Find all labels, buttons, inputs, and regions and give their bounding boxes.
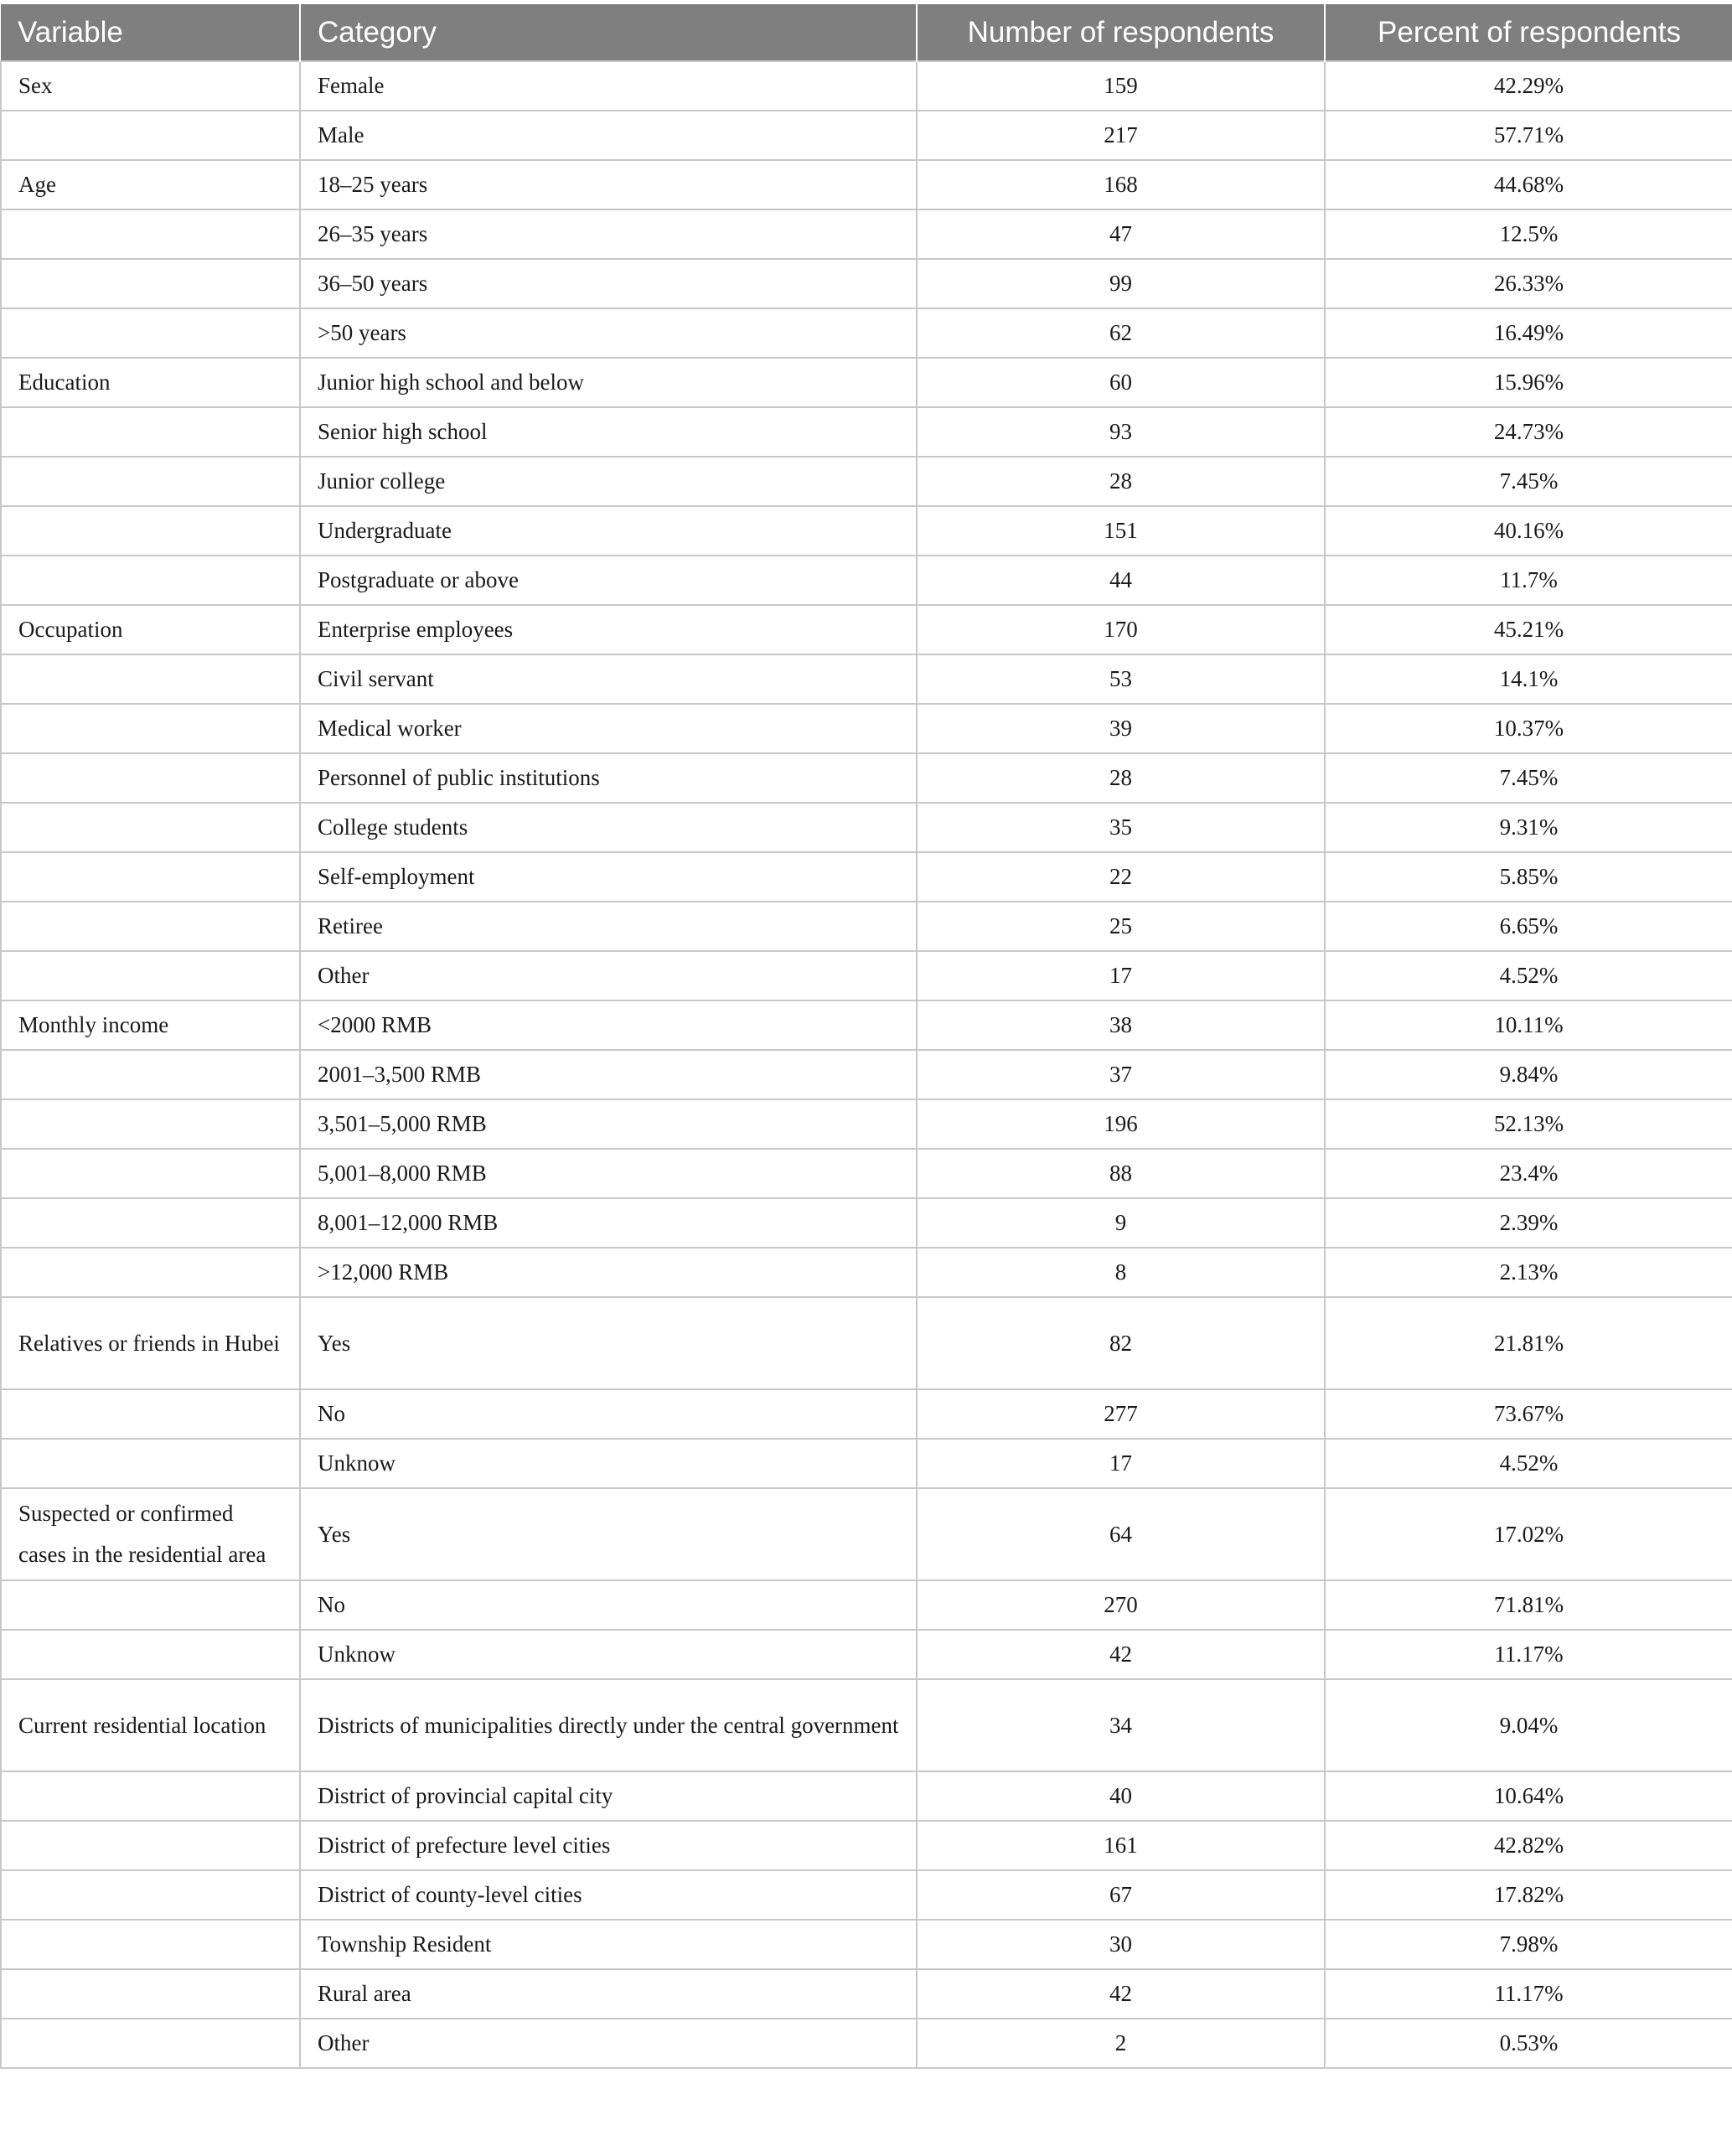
percent-of-respondents-cell: 17.02% xyxy=(1325,1488,1732,1580)
variable-cell xyxy=(1,654,300,704)
table-row xyxy=(1,803,1732,852)
variable-cell xyxy=(1,1099,300,1149)
table-row xyxy=(1,1439,1732,1488)
percent-of-respondents-cell: 11.17% xyxy=(1325,1969,1732,2019)
table-row xyxy=(1,308,1732,358)
percent-of-respondents-cell: 9.31% xyxy=(1325,803,1732,852)
percent-of-respondents-cell: 42.82% xyxy=(1325,1821,1732,1870)
category-cell: District of county-level cities xyxy=(300,1870,917,1920)
variable-cell xyxy=(1,1580,300,1630)
variable-cell: Monthly income xyxy=(1,1000,300,1050)
percent-of-respondents-cell: 52.13% xyxy=(1325,1099,1732,1149)
variable-cell xyxy=(1,704,300,753)
category-cell: District of prefecture level cities xyxy=(300,1821,917,1870)
table-row xyxy=(1,1198,1732,1248)
category-cell: Other xyxy=(300,2019,917,2068)
number-of-respondents-cell: 28 xyxy=(917,457,1325,506)
variable-cell xyxy=(1,753,300,803)
number-of-respondents-cell: 8 xyxy=(917,1248,1325,1297)
variable-cell xyxy=(1,1149,300,1198)
table-row xyxy=(1,407,1732,457)
category-cell: Female xyxy=(300,61,917,111)
number-of-respondents-cell: 217 xyxy=(917,111,1325,160)
number-of-respondents-cell: 93 xyxy=(917,407,1325,457)
variable-cell: Suspected or confirmed cases in the residential area xyxy=(1,1488,300,1580)
variable-cell xyxy=(1,308,300,358)
percent-of-respondents-cell: 15.96% xyxy=(1325,358,1732,407)
table-row xyxy=(1,1630,1732,1679)
variable-cell: Occupation xyxy=(1,605,300,654)
table-row xyxy=(1,1488,1732,1580)
category-cell: Township Resident xyxy=(300,1920,917,1969)
number-of-respondents-cell: 39 xyxy=(917,704,1325,753)
percent-of-respondents-cell: 7.45% xyxy=(1325,457,1732,506)
percent-of-respondents-cell: 7.45% xyxy=(1325,753,1732,803)
category-cell: 18–25 years xyxy=(300,160,917,209)
number-of-respondents-cell: 99 xyxy=(917,259,1325,308)
variable-cell: Age xyxy=(1,160,300,209)
variable-cell xyxy=(1,1969,300,2019)
table-row xyxy=(1,1580,1732,1630)
number-of-respondents-cell: 40 xyxy=(917,1771,1325,1821)
category-cell: 2001–3,500 RMB xyxy=(300,1050,917,1099)
variable-cell: Current residential location xyxy=(1,1679,300,1771)
number-of-respondents-cell: 17 xyxy=(917,951,1325,1000)
percent-of-respondents-cell: 6.65% xyxy=(1325,902,1732,951)
number-of-respondents-cell: 25 xyxy=(917,902,1325,951)
table-row xyxy=(1,61,1732,111)
category-cell: District of provincial capital city xyxy=(300,1771,917,1821)
category-cell: 36–50 years xyxy=(300,259,917,308)
percent-of-respondents-cell: 14.1% xyxy=(1325,654,1732,704)
variable-cell xyxy=(1,1771,300,1821)
category-cell: Districts of municipalities directly under the central government xyxy=(300,1679,917,1771)
category-cell: Personnel of public institutions xyxy=(300,753,917,803)
category-cell: Yes xyxy=(300,1488,917,1580)
number-of-respondents-cell: 44 xyxy=(917,556,1325,605)
percent-of-respondents-cell: 73.67% xyxy=(1325,1389,1732,1439)
variable-cell xyxy=(1,259,300,308)
variable-cell xyxy=(1,803,300,852)
percent-of-respondents-cell: 9.84% xyxy=(1325,1050,1732,1099)
table-row xyxy=(1,1920,1732,1969)
table-row xyxy=(1,259,1732,308)
table-row xyxy=(1,1771,1732,1821)
percent-of-respondents-cell: 21.81% xyxy=(1325,1297,1732,1389)
percent-of-respondents-cell: 12.5% xyxy=(1325,209,1732,259)
respondents-table-container xyxy=(0,4,1732,2069)
number-of-respondents-cell: 270 xyxy=(917,1580,1325,1630)
header-number-of-respondents: Number of respondents xyxy=(917,4,1325,61)
category-cell: Enterprise employees xyxy=(300,605,917,654)
table-row xyxy=(1,704,1732,753)
table-row xyxy=(1,1389,1732,1439)
table-row xyxy=(1,902,1732,951)
number-of-respondents-cell: 34 xyxy=(917,1679,1325,1771)
table-row xyxy=(1,1821,1732,1870)
table-row xyxy=(1,160,1732,209)
category-cell: Junior high school and below xyxy=(300,358,917,407)
table-row xyxy=(1,506,1732,556)
number-of-respondents-cell: 38 xyxy=(917,1000,1325,1050)
variable-cell xyxy=(1,209,300,259)
percent-of-respondents-cell: 11.17% xyxy=(1325,1630,1732,1679)
table-header xyxy=(1,4,1732,61)
number-of-respondents-cell: 30 xyxy=(917,1920,1325,1969)
category-cell: Postgraduate or above xyxy=(300,556,917,605)
table-row xyxy=(1,556,1732,605)
number-of-respondents-cell: 67 xyxy=(917,1870,1325,1920)
percent-of-respondents-cell: 5.85% xyxy=(1325,852,1732,902)
percent-of-respondents-cell: 10.64% xyxy=(1325,1771,1732,1821)
number-of-respondents-cell: 82 xyxy=(917,1297,1325,1389)
percent-of-respondents-cell: 57.71% xyxy=(1325,111,1732,160)
variable-cell xyxy=(1,1389,300,1439)
variable-cell xyxy=(1,1050,300,1099)
percent-of-respondents-cell: 71.81% xyxy=(1325,1580,1732,1630)
category-cell: Other xyxy=(300,951,917,1000)
table-row xyxy=(1,457,1732,506)
percent-of-respondents-cell: 4.52% xyxy=(1325,1439,1732,1488)
category-cell: Unknow xyxy=(300,1630,917,1679)
number-of-respondents-cell: 22 xyxy=(917,852,1325,902)
number-of-respondents-cell: 161 xyxy=(917,1821,1325,1870)
category-cell: >12,000 RMB xyxy=(300,1248,917,1297)
number-of-respondents-cell: 9 xyxy=(917,1198,1325,1248)
category-cell: Male xyxy=(300,111,917,160)
variable-cell xyxy=(1,1870,300,1920)
table-row xyxy=(1,1297,1732,1389)
percent-of-respondents-cell: 45.21% xyxy=(1325,605,1732,654)
category-cell: Civil servant xyxy=(300,654,917,704)
table-row xyxy=(1,209,1732,259)
category-cell: Retiree xyxy=(300,902,917,951)
category-cell: No xyxy=(300,1580,917,1630)
category-cell: <2000 RMB xyxy=(300,1000,917,1050)
table-row xyxy=(1,1679,1732,1771)
number-of-respondents-cell: 53 xyxy=(917,654,1325,704)
table-row xyxy=(1,1248,1732,1297)
header-row xyxy=(1,4,1732,61)
variable-cell xyxy=(1,1248,300,1297)
variable-cell xyxy=(1,506,300,556)
category-cell: Junior college xyxy=(300,457,917,506)
table-row xyxy=(1,358,1732,407)
category-cell: Self-employment xyxy=(300,852,917,902)
percent-of-respondents-cell: 26.33% xyxy=(1325,259,1732,308)
category-cell: Yes xyxy=(300,1297,917,1389)
variable-cell: Sex xyxy=(1,61,300,111)
percent-of-respondents-cell: 2.13% xyxy=(1325,1248,1732,1297)
category-cell: No xyxy=(300,1389,917,1439)
category-cell: Medical worker xyxy=(300,704,917,753)
table-row xyxy=(1,1000,1732,1050)
variable-cell xyxy=(1,407,300,457)
variable-cell: Education xyxy=(1,358,300,407)
variable-cell xyxy=(1,1198,300,1248)
variable-cell xyxy=(1,457,300,506)
percent-of-respondents-cell: 7.98% xyxy=(1325,1920,1732,1969)
table-row xyxy=(1,1149,1732,1198)
number-of-respondents-cell: 47 xyxy=(917,209,1325,259)
table-body xyxy=(1,61,1732,2068)
variable-cell xyxy=(1,2019,300,2068)
number-of-respondents-cell: 17 xyxy=(917,1439,1325,1488)
percent-of-respondents-cell: 44.68% xyxy=(1325,160,1732,209)
number-of-respondents-cell: 42 xyxy=(917,1969,1325,2019)
number-of-respondents-cell: 2 xyxy=(917,2019,1325,2068)
table-row xyxy=(1,605,1732,654)
table-row xyxy=(1,2019,1732,2068)
category-cell: Rural area xyxy=(300,1969,917,2019)
header-variable: Variable xyxy=(1,4,300,61)
table-row xyxy=(1,654,1732,704)
variable-cell: Relatives or friends in Hubei xyxy=(1,1297,300,1389)
number-of-respondents-cell: 168 xyxy=(917,160,1325,209)
variable-cell xyxy=(1,111,300,160)
variable-cell xyxy=(1,1821,300,1870)
percent-of-respondents-cell: 42.29% xyxy=(1325,61,1732,111)
percent-of-respondents-cell: 16.49% xyxy=(1325,308,1732,358)
number-of-respondents-cell: 170 xyxy=(917,605,1325,654)
percent-of-respondents-cell: 17.82% xyxy=(1325,1870,1732,1920)
variable-cell xyxy=(1,1920,300,1969)
percent-of-respondents-cell: 40.16% xyxy=(1325,506,1732,556)
table-row xyxy=(1,111,1732,160)
category-cell: >50 years xyxy=(300,308,917,358)
number-of-respondents-cell: 28 xyxy=(917,753,1325,803)
number-of-respondents-cell: 88 xyxy=(917,1149,1325,1198)
category-cell: College students xyxy=(300,803,917,852)
table-row xyxy=(1,1870,1732,1920)
number-of-respondents-cell: 159 xyxy=(917,61,1325,111)
percent-of-respondents-cell: 11.7% xyxy=(1325,556,1732,605)
percent-of-respondents-cell: 24.73% xyxy=(1325,407,1732,457)
number-of-respondents-cell: 35 xyxy=(917,803,1325,852)
table-row xyxy=(1,1099,1732,1149)
percent-of-respondents-cell: 10.37% xyxy=(1325,704,1732,753)
variable-cell xyxy=(1,1439,300,1488)
number-of-respondents-cell: 277 xyxy=(917,1389,1325,1439)
percent-of-respondents-cell: 10.11% xyxy=(1325,1000,1732,1050)
respondents-table xyxy=(0,4,1732,2069)
variable-cell xyxy=(1,902,300,951)
number-of-respondents-cell: 60 xyxy=(917,358,1325,407)
number-of-respondents-cell: 196 xyxy=(917,1099,1325,1149)
header-category: Category xyxy=(300,4,917,61)
number-of-respondents-cell: 62 xyxy=(917,308,1325,358)
number-of-respondents-cell: 42 xyxy=(917,1630,1325,1679)
variable-cell xyxy=(1,556,300,605)
category-cell: 8,001–12,000 RMB xyxy=(300,1198,917,1248)
percent-of-respondents-cell: 9.04% xyxy=(1325,1679,1732,1771)
category-cell: Undergraduate xyxy=(300,506,917,556)
category-cell: Unknow xyxy=(300,1439,917,1488)
variable-cell xyxy=(1,852,300,902)
percent-of-respondents-cell: 4.52% xyxy=(1325,951,1732,1000)
percent-of-respondents-cell: 0.53% xyxy=(1325,2019,1732,2068)
percent-of-respondents-cell: 23.4% xyxy=(1325,1149,1732,1198)
table-row xyxy=(1,1050,1732,1099)
category-cell: 3,501–5,000 RMB xyxy=(300,1099,917,1149)
number-of-respondents-cell: 37 xyxy=(917,1050,1325,1099)
number-of-respondents-cell: 151 xyxy=(917,506,1325,556)
table-row xyxy=(1,852,1732,902)
header-percent-of-respondents: Percent of respondents xyxy=(1325,4,1732,61)
number-of-respondents-cell: 64 xyxy=(917,1488,1325,1580)
variable-cell xyxy=(1,951,300,1000)
percent-of-respondents-cell: 2.39% xyxy=(1325,1198,1732,1248)
category-cell: 5,001–8,000 RMB xyxy=(300,1149,917,1198)
category-cell: 26–35 years xyxy=(300,209,917,259)
variable-cell xyxy=(1,1630,300,1679)
table-row xyxy=(1,951,1732,1000)
table-row xyxy=(1,753,1732,803)
category-cell: Senior high school xyxy=(300,407,917,457)
table-row xyxy=(1,1969,1732,2019)
